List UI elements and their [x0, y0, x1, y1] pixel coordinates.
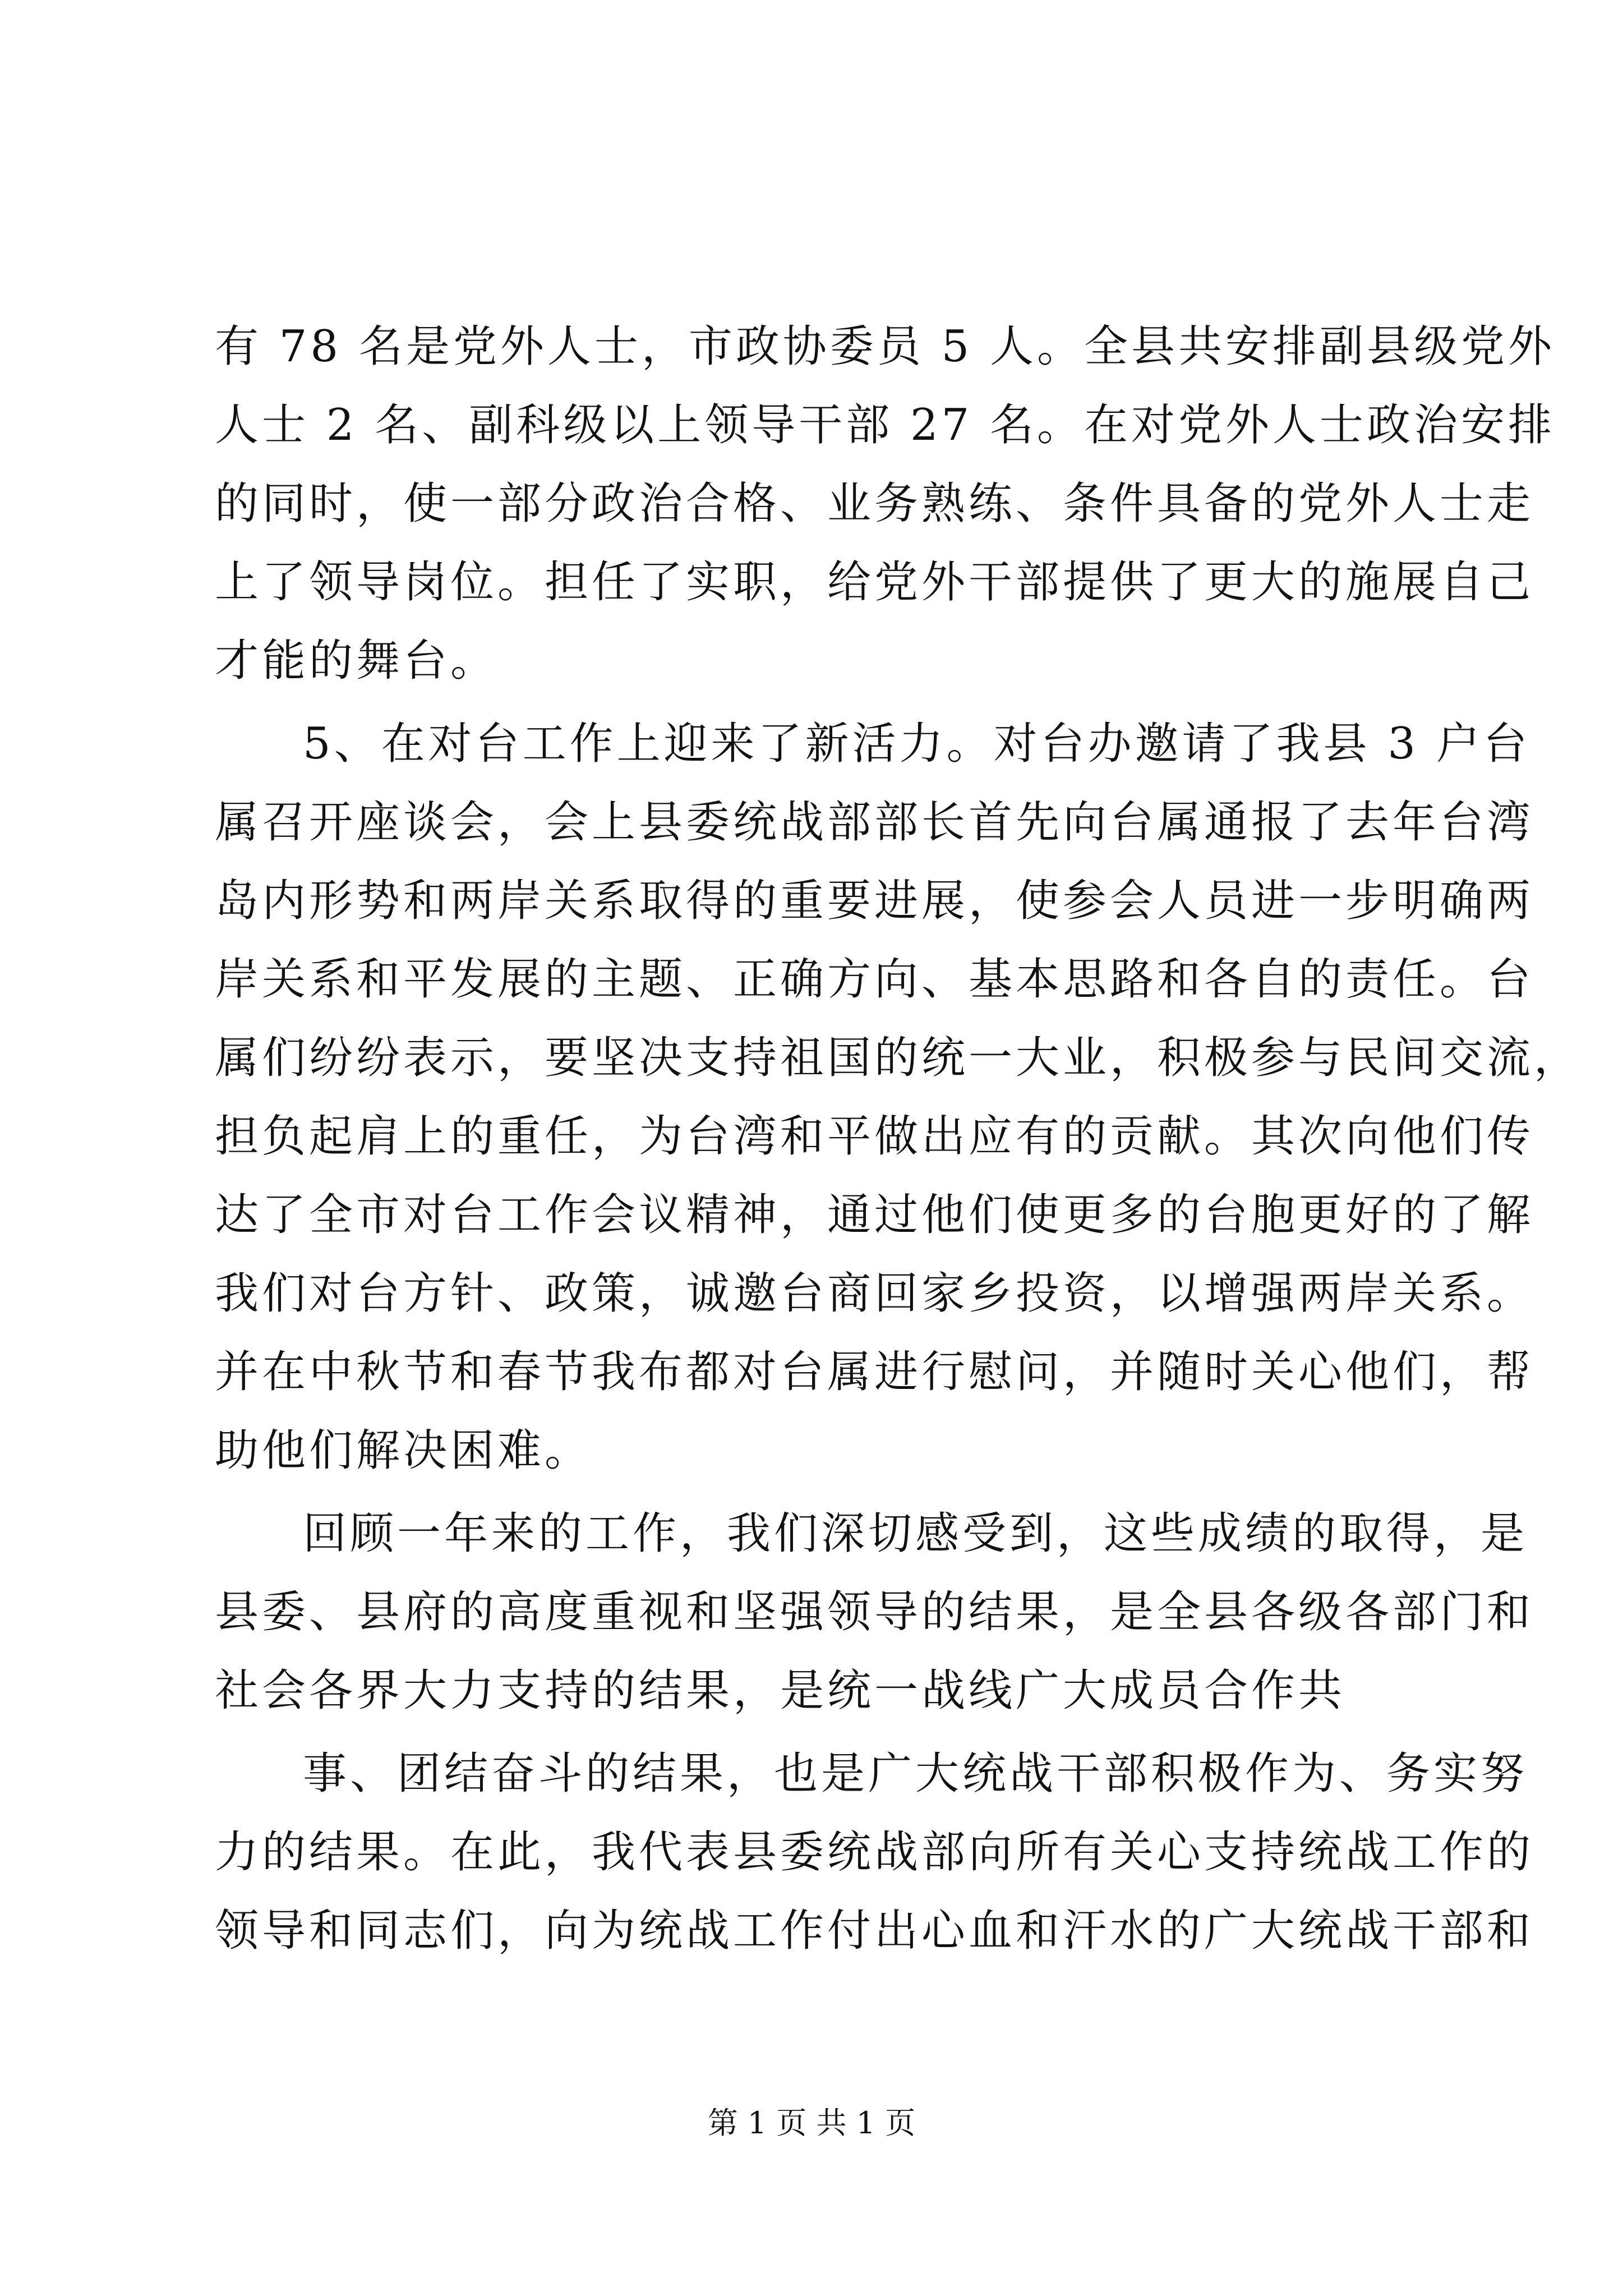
text-line: 力的结果。在此，我代表县委统战部向所有关心支持统战工作的	[215, 1827, 1534, 1878]
paragraph-start-line: 5、在对台工作上迎来了新活力。对台办邀请了我县 3 户台	[303, 719, 1530, 769]
text-line: 属召开座谈会，会上县委统战部部长首先向台属通报了去年台湾	[215, 797, 1534, 848]
text-line: 有 78 名是党外人士，市政协委员 5 人。全县共安排副县级党外	[215, 321, 1556, 372]
paragraph-start-line: 事、团结奋斗的结果，也是广大统战干部积极作为、务实努	[303, 1749, 1528, 1799]
text-line: 县委、县府的高度重视和坚强领导的结果，是全县各级各部门和	[215, 1587, 1534, 1637]
text-line: 属们纷纷表示，要坚决支持祖国的统一大业，积极参与民间交流，	[215, 1033, 1581, 1083]
text-line: 的同时，使一部分政治合格、业务熟练、条件具备的党外人士走	[215, 478, 1534, 529]
text-line: 我们对台方针、政策，诚邀台商回家乡投资，以增强两岸关系。	[215, 1268, 1534, 1319]
text-line: 达了全市对台工作会议精神，通过他们使更多的台胞更好的了解	[215, 1190, 1534, 1240]
text-line: 社会各界大力支持的结果，是统一战线广大成员合作共	[215, 1665, 1346, 1716]
text-line: 助他们解决困难。	[215, 1425, 592, 1476]
text-line: 担负起肩上的重任，为台湾和平做出应有的贡献。其次向他们传	[215, 1111, 1534, 1162]
paragraph-start-line: 回顾一年来的工作，我们深切感受到，这些成绩的取得，是	[303, 1508, 1528, 1559]
text-line: 上了领导岗位。担任了实职，给党外干部提供了更大的施展自己	[215, 557, 1534, 608]
text-line: 并在中秋节和春节我布都对台属进行慰问，并随时关心他们，帮	[215, 1347, 1534, 1397]
text-line: 才能的舞台。	[215, 636, 498, 686]
text-line: 人士 2 名、副科级以上领导干部 27 名。在对党外人士政治安排	[215, 400, 1556, 450]
text-line: 领导和同志们，向为统战工作付出心血和汗水的广大统战干部和	[215, 1906, 1534, 1956]
text-line: 岛内形势和两岸关系取得的重要进展，使参会人员进一步明确两	[215, 876, 1534, 926]
page-footer: 第 1 页 共 1 页	[707, 2105, 916, 2141]
text-line: 岸关系和平发展的主题、正确方向、基本思路和各自的责任。台	[215, 954, 1534, 1005]
